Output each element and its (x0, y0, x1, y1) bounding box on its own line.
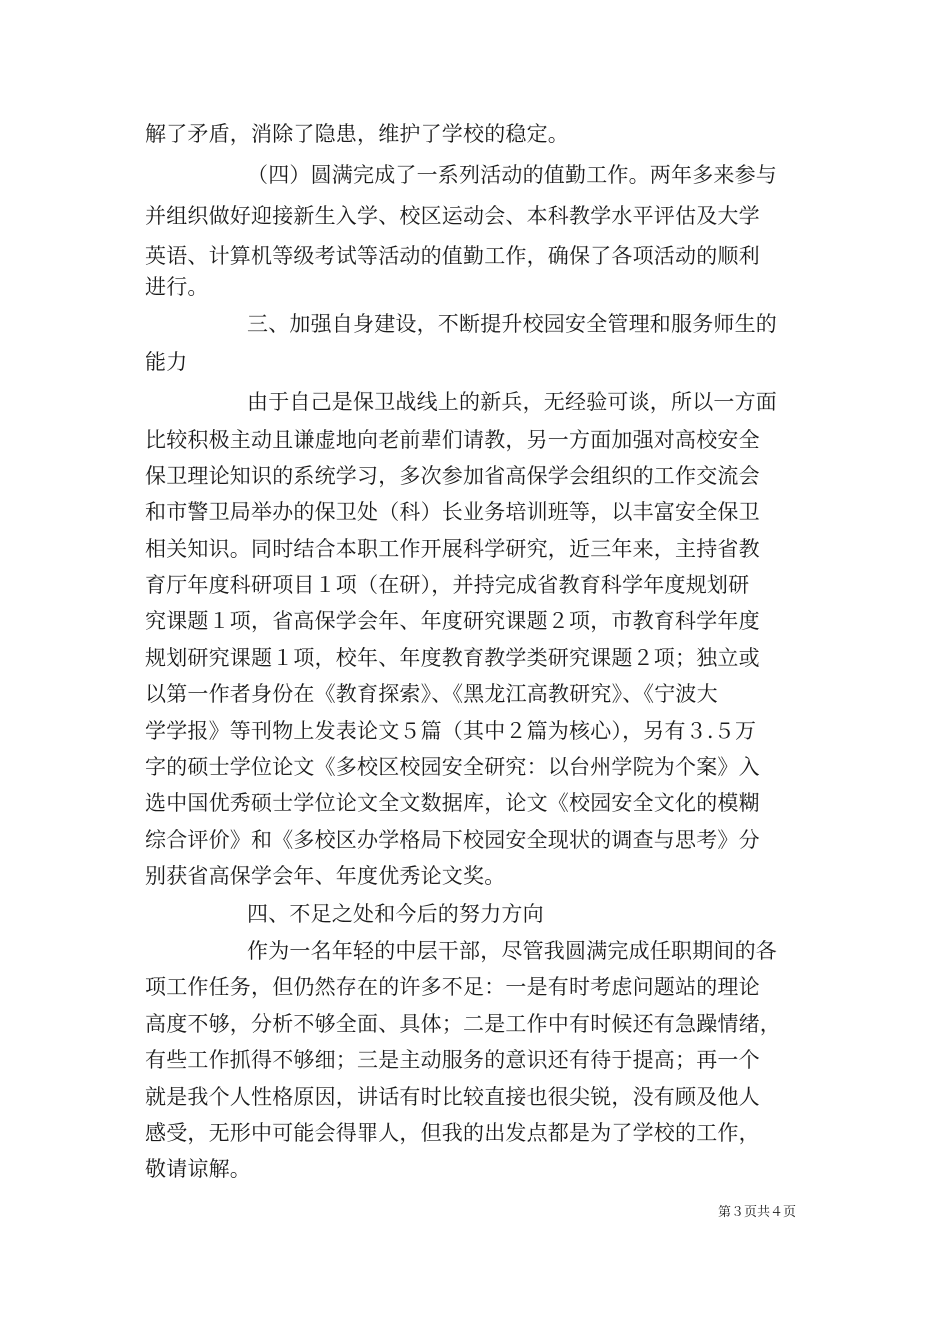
text-line: 并组织做好迎接新生入学、校区运动会、本科教学水平评估及大学 (145, 204, 760, 228)
text-line: 解了矛盾，消除了隐患，维护了学校的稳定。 (145, 122, 569, 146)
text-line: 育厅年度科研项目１项（在研），并持完成省教育科学年度规划研 (145, 573, 750, 597)
text-line: 英语、计算机等级考试等活动的值勤工作，确保了各项活动的顺利 (145, 244, 760, 268)
section-heading: 三、加强自身建设，不断提升校园安全管理和服务师生的 (247, 312, 777, 336)
text-line: 究课题１项，省高保学会年、年度研究课题２项，市教育科学年度 (145, 609, 760, 633)
text-line: 字的硕士学位论文《多校区校园安全研究：以台州学院为个案》入 (145, 755, 760, 779)
text-line: 作为一名年轻的中层干部，尽管我圆满完成任职期间的各 (247, 939, 777, 963)
text-line: 由于自己是保卫战线上的新兵，无经验可谈，所以一方面 (247, 390, 777, 414)
text-line: 别获省高保学会年、年度优秀论文奖。 (145, 864, 506, 888)
text-line: 保卫理论知识的系统学习，多次参加省高保学会组织的工作交流会 (145, 464, 760, 488)
text-line: 以第一作者身份在《教育探索》、《黑龙江高教研究》、《宁波大 (145, 682, 718, 706)
text-line: （四）圆满完成了一系列活动的值勤工作。两年多来参与 (247, 163, 777, 187)
section-heading: 能力 (145, 350, 188, 374)
text-line: 敬请谅解。 (145, 1157, 251, 1181)
page-number: 第３页共４页 (718, 1205, 797, 1220)
text-line: 选中国优秀硕士学位论文全文数据库，论文《校园安全文化的模糊 (145, 791, 760, 815)
text-line: 高度不够，分析不够全面、具体；二是工作中有时候还有急躁情绪， (145, 1012, 781, 1036)
text-line: 综合评价》和《多校区办学格局下校园安全现状的调查与思考》分 (145, 828, 760, 852)
text-line: 和市警卫局举办的保卫处（科）长业务培训班等，以丰富安全保卫 (145, 500, 760, 524)
text-line: 就是我个人性格原因，讲话有时比较直接也很尖锐，没有顾及他人 (145, 1085, 760, 1109)
text-line: 相关知识。同时结合本职工作开展科学研究，近三年来，主持省教 (145, 537, 760, 561)
text-line: 感受，无形中可能会得罪人，但我的出发点都是为了学校的工作， (145, 1121, 760, 1145)
text-line: 规划研究课题１项，校年、年度教育教学类研究课题２项；独立或 (145, 646, 760, 670)
section-heading: 四、不足之处和今后的努力方向 (247, 902, 544, 926)
text-line: 学学报》等刊物上发表论文５篇（其中２篇为核心），另有３.５万 (145, 719, 757, 743)
text-line: 项工作任务，但仍然存在的许多不足：一是有时考虑问题站的理论 (145, 975, 760, 999)
text-line: 有些工作抓得不够细；三是主动服务的意识还有待于提高；再一个 (145, 1048, 760, 1072)
text-line: 比较积极主动且谦虚地向老前辈们请教，另一方面加强对高校安全 (145, 428, 760, 452)
text-line: 进行。 (145, 275, 209, 299)
